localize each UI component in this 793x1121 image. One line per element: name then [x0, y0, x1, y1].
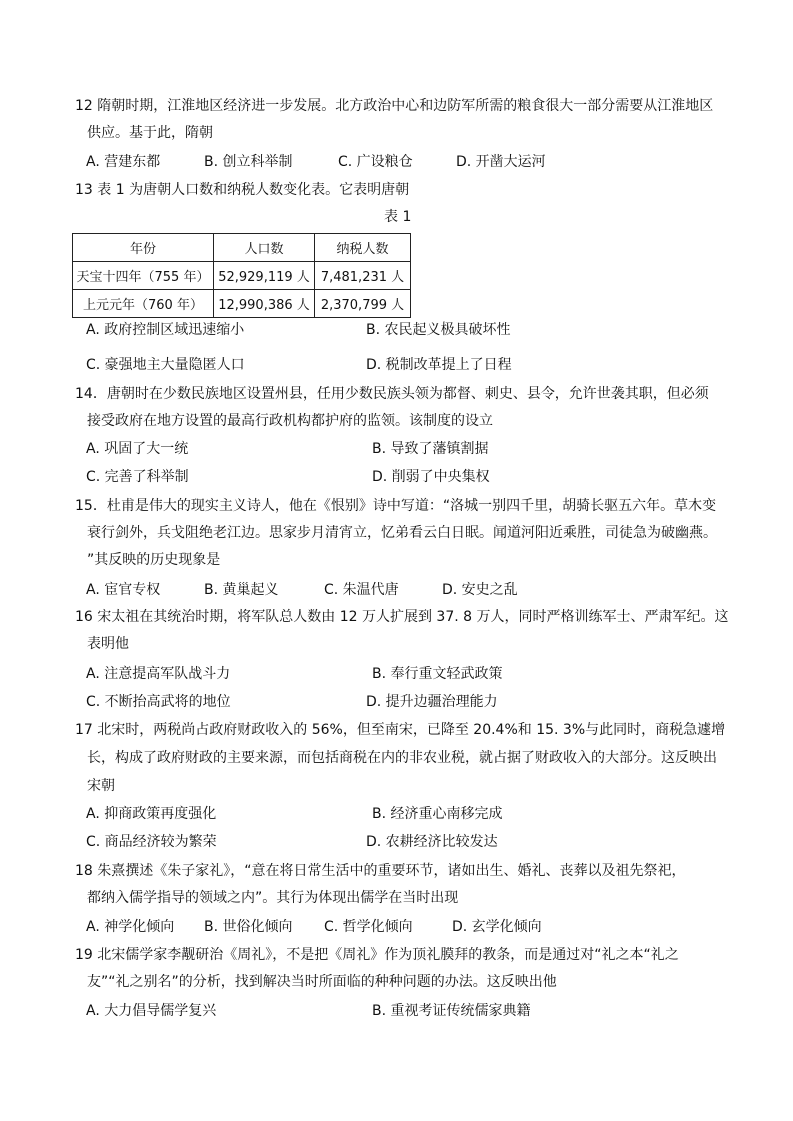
q14-option-d: D. 削弱了中央集权 [372, 469, 490, 485]
q17-option-c: C. 商品经济较为繁荣 [86, 834, 217, 850]
table-cell: 上元元年（760 年） [73, 290, 214, 318]
q18-stem-line-1: 18 朱熹撰述《朱子家礼》，“意在将日常生活中的重要环节，诸如出生、婚礼、丧葬以及祖先祭祀， [75, 863, 686, 879]
q19-option-a: A. 大力倡导儒学复兴 [86, 1003, 217, 1019]
table-header-cell: 人口数 [214, 234, 315, 262]
q14-option-a: A. 巩固了大一统 [86, 441, 189, 457]
q13-option-b: B. 农民起义极具破坏性 [366, 322, 511, 338]
q18-option-b: B. 世俗化倾向 [204, 919, 293, 935]
q16-option-c: C. 不断抬高武将的地位 [86, 694, 231, 710]
q16-option-d: D. 提升边疆治理能力 [366, 694, 498, 710]
q12-option-d: D. 开凿大运河 [456, 154, 546, 170]
q18-stem-line-2: 都纳入儒学指导的领域之内”。其行为体现出儒学在当时出现 [87, 890, 459, 906]
q13-option-d: D. 税制改革提上了日程 [366, 357, 512, 373]
q15-stem-line-2: 衰行剑外，兵戈阻绝老江边。思家步月清宵立，忆弟看云白日眠。闻道河阳近乘胜，司徒急为破幽燕。 [87, 525, 717, 541]
table1 [72, 233, 411, 318]
q15-option-a: A. 宦官专权 [86, 582, 161, 598]
q19-stem-line-1: 19 北宋儒学家李觏研治《周礼》，不是把《周礼》作为顶礼膜拜的教条，而是通过对“礼之本“礼之 [75, 947, 679, 963]
q18-option-c: C. 哲学化倾向 [324, 919, 413, 935]
table-row [73, 290, 411, 318]
table-cell: 52,929,119 人 [214, 262, 315, 290]
q15-stem-line-3: ”其反映的历史现象是 [87, 552, 221, 568]
q12-option-c: C. 广设粮仓 [338, 154, 413, 170]
table-cell: 12,990,386 人 [214, 290, 315, 318]
q15-option-b: B. 黄巢起义 [204, 582, 279, 598]
table1-caption: 表 1 [384, 209, 412, 225]
q17-option-b: B. 经济重心南移完成 [372, 806, 503, 822]
table-header-row [73, 234, 411, 262]
q12-stem-line-2: 供应。基于此，隋朝 [87, 125, 213, 141]
q17-stem-line-1: 17 北宋时，两税尚占政府财政收入的 56%，但至南宋，已降至 20.4%和 15. 3%与此同时，商税急遽增 [75, 722, 726, 738]
q16-stem-line-2: 表明他 [87, 636, 129, 652]
q17-stem-line-2: 长，构成了政府财政的主要来源，而包括商税在内的非农业税，就占据了财政收入的大部分。这反映出 [87, 750, 717, 766]
table-cell: 天宝十四年（755 年） [73, 262, 214, 290]
q14-option-c: C. 完善了科举制 [86, 469, 189, 485]
q13-stem-line-1: 13 表 1 为唐朝人口数和纳税人数变化表。它表明唐朝 [75, 182, 410, 198]
q12-option-b: B. 创立科举制 [204, 154, 293, 170]
q19-stem-line-2: 友”“礼之别名”的分析，找到解决当时所面临的种种问题的办法。这反映出他 [87, 974, 557, 990]
q19-option-b: B. 重视考证传统儒家典籍 [372, 1003, 531, 1019]
q14-option-b: B. 导致了藩镇割据 [372, 441, 489, 457]
table-cell: 2,370,799 人 [315, 290, 411, 318]
q13-option-c: C. 豪强地主大量隐匿人口 [86, 357, 245, 373]
q12-option-a: A. 营建东都 [86, 154, 161, 170]
q13-option-a: A. 政府控制区域迅速缩小 [86, 322, 245, 338]
q16-stem-line-1: 16 宋太祖在其统治时期，将军队总人数由 12 万人扩展到 37. 8 万人，同时严格训练军士、严肃军纪。这 [75, 609, 729, 625]
q15-option-d: D. 安史之乱 [442, 582, 518, 598]
q14-stem-line-1: 14．唐朝时在少数民族地区设置州县，任用少数民族头领为都督、刺史、县令，允许世袭其职，但必须 [75, 386, 709, 402]
table-row [73, 262, 411, 290]
q17-option-a: A. 抑商政策再度强化 [86, 806, 217, 822]
q17-stem-line-3: 宋朝 [87, 778, 115, 794]
table-header-cell: 纳税人数 [315, 234, 411, 262]
q18-option-d: D. 玄学化倾向 [452, 919, 542, 935]
q16-option-b: B. 奉行重文轻武政策 [372, 666, 503, 682]
table-header-cell: 年份 [73, 234, 214, 262]
q15-option-c: C. 朱温代唐 [324, 582, 399, 598]
q16-option-a: A. 注意提高军队战斗力 [86, 666, 231, 682]
q12-stem-line-1: 12 隋朝时期，江淮地区经济进一步发展。北方政治中心和边防军所需的粮食很大一部分需要从江淮地区 [75, 98, 714, 114]
q14-stem-line-2: 接受政府在地方设置的最高行政机构都护府的监领。该制度的设立 [87, 413, 493, 429]
q17-option-d: D. 农耕经济比较发达 [366, 834, 498, 850]
table-cell: 7,481,231 人 [315, 262, 411, 290]
q18-option-a: A. 神学化倾向 [86, 919, 175, 935]
q15-stem-line-1: 15．杜甫是伟大的现实主义诗人，他在《恨别》诗中写道：“洛城一别四千里，胡骑长驱五六年。草木变 [75, 498, 717, 514]
